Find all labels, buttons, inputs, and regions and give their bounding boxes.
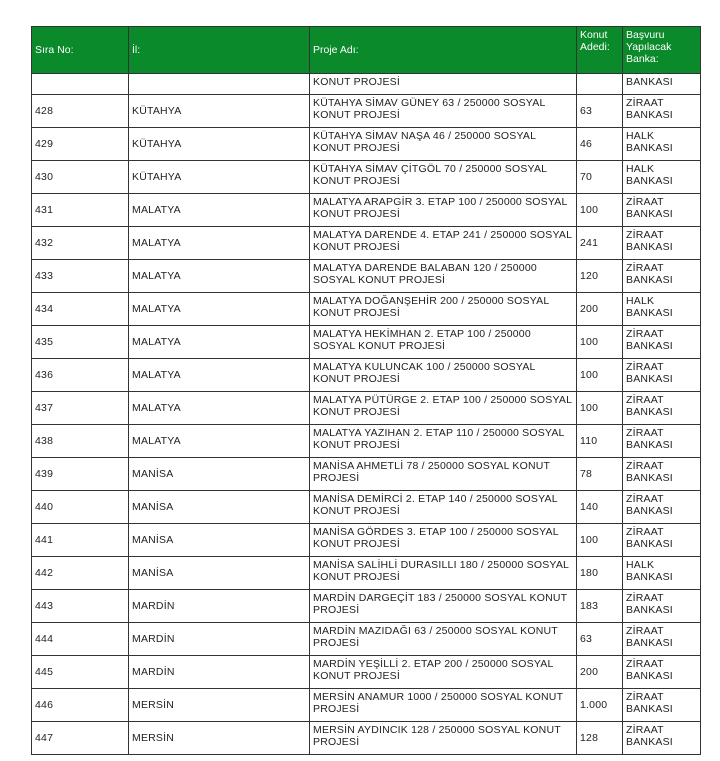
cell-sira-no: 436: [32, 359, 129, 392]
cell-il: MALATYA: [129, 326, 310, 359]
cell-sira-no: 440: [32, 491, 129, 524]
cell-proje-adi: MALATYA DOĞANŞEHİR 200 / 250000 SOSYAL KONUT PROJESİ: [310, 293, 577, 326]
table-row: [32, 557, 701, 590]
cell-sira-no: 428: [32, 95, 129, 128]
cell-banka: HALK BANKASI: [623, 128, 701, 161]
cell-banka: ZİRAAT BANKASI: [623, 194, 701, 227]
cell-sira-no: 437: [32, 392, 129, 425]
cell-sira-no: 447: [32, 722, 129, 755]
cell-sira-no: 434: [32, 293, 129, 326]
cell-proje-adi: MALATYA KULUNCAK 100 / 250000 SOSYAL KONUT PROJESİ: [310, 359, 577, 392]
table-row: [32, 689, 701, 722]
project-list-table: [31, 26, 701, 755]
cell-proje-adi: MALATYA DARENDE 4. ETAP 241 / 250000 SOSYAL KONUT PROJESİ: [310, 227, 577, 260]
cell-proje-adi: MALATYA HEKİMHAN 2. ETAP 100 / 250000 SOSYAL KONUT PROJESİ: [310, 326, 577, 359]
cell-konut-adedi: 100: [577, 359, 623, 392]
cell-il: KÜTAHYA: [129, 95, 310, 128]
table-row-partial: [32, 74, 701, 95]
cell-konut-adedi: 70: [577, 161, 623, 194]
cell-banka: ZİRAAT BANKASI: [623, 722, 701, 755]
table-row: [32, 227, 701, 260]
cell-banka: ZİRAAT BANKASI: [623, 227, 701, 260]
cell-proje-adi: MALATYA PÜTÜRGE 2. ETAP 100 / 250000 SOSYAL KONUT PROJESİ: [310, 392, 577, 425]
cell-proje-adi: MERSİN ANAMUR 1000 / 250000 SOSYAL KONUT PROJESİ: [310, 689, 577, 722]
cell-konut-adedi: 200: [577, 656, 623, 689]
cell-konut-adedi: 78: [577, 458, 623, 491]
cell-konut-adedi: 128: [577, 722, 623, 755]
cell-il: MALATYA: [129, 227, 310, 260]
table-row: [32, 722, 701, 755]
cell-konut-adedi: 100: [577, 194, 623, 227]
cell-sira-no: 430: [32, 161, 129, 194]
cell-sira-no: 438: [32, 425, 129, 458]
cell-banka: ZİRAAT BANKASI: [623, 359, 701, 392]
cell-il: [129, 74, 310, 95]
cell-banka: ZİRAAT BANKASI: [623, 689, 701, 722]
header-banka: Başvuru Yapılacak Banka:: [623, 27, 701, 74]
cell-il: MANİSA: [129, 458, 310, 491]
cell-banka: HALK BANKASI: [623, 557, 701, 590]
cell-il: MERSİN: [129, 722, 310, 755]
cell-il: MANİSA: [129, 491, 310, 524]
cell-banka: ZİRAAT BANKASI: [623, 95, 701, 128]
cell-banka: ZİRAAT BANKASI: [623, 425, 701, 458]
cell-sira-no: 446: [32, 689, 129, 722]
table-row: [32, 260, 701, 293]
cell-sira-no: 433: [32, 260, 129, 293]
cell-proje-adi: MANİSA AHMETLİ 78 / 250000 SOSYAL KONUT PROJESİ: [310, 458, 577, 491]
header-proje-adi: Proje Adı:: [310, 27, 577, 74]
table-row: [32, 194, 701, 227]
cell-il: KÜTAHYA: [129, 128, 310, 161]
table-row: [32, 392, 701, 425]
cell-sira-no: 431: [32, 194, 129, 227]
cell-banka: ZİRAAT BANKASI: [623, 524, 701, 557]
cell-il: MARDİN: [129, 656, 310, 689]
cell-banka: ZİRAAT BANKASI: [623, 326, 701, 359]
cell-banka: HALK BANKASI: [623, 161, 701, 194]
table-row: [32, 128, 701, 161]
cell-il: KÜTAHYA: [129, 161, 310, 194]
cell-il: MALATYA: [129, 260, 310, 293]
cell-sira-no: 445: [32, 656, 129, 689]
cell-sira-no: 439: [32, 458, 129, 491]
cell-il: MALATYA: [129, 425, 310, 458]
cell-banka: ZİRAAT BANKASI: [623, 260, 701, 293]
cell-konut-adedi: 1.000: [577, 689, 623, 722]
cell-banka: ZİRAAT BANKASI: [623, 623, 701, 656]
cell-konut-adedi: 63: [577, 623, 623, 656]
cell-konut-adedi: 46: [577, 128, 623, 161]
cell-proje-adi: MALATYA YAZIHAN 2. ETAP 110 / 250000 SOSYAL KONUT PROJESİ: [310, 425, 577, 458]
cell-proje-adi: MANİSA SALİHLİ DURASILLI 180 / 250000 SOSYAL KONUT PROJESİ: [310, 557, 577, 590]
cell-proje-adi: KONUT PROJESİ: [310, 74, 577, 95]
header-row: [32, 27, 701, 74]
project-list-table-container: [31, 26, 701, 755]
cell-il: MERSİN: [129, 689, 310, 722]
cell-banka: ZİRAAT BANKASI: [623, 458, 701, 491]
cell-sira-no: 444: [32, 623, 129, 656]
table-row: [32, 425, 701, 458]
cell-banka: ZİRAAT BANKASI: [623, 656, 701, 689]
cell-konut-adedi: 180: [577, 557, 623, 590]
cell-proje-adi: MARDİN MAZIDAĞI 63 / 250000 SOSYAL KONUT PROJESİ: [310, 623, 577, 656]
cell-proje-adi: KÜTAHYA SİMAV ÇİTGÖL 70 / 250000 SOSYAL KONUT PROJESİ: [310, 161, 577, 194]
cell-il: MARDİN: [129, 623, 310, 656]
cell-il: MARDİN: [129, 590, 310, 623]
cell-konut-adedi: 63: [577, 95, 623, 128]
table-row: [32, 293, 701, 326]
cell-konut-adedi: 100: [577, 392, 623, 425]
cell-sira-no: 442: [32, 557, 129, 590]
cell-proje-adi: MANİSA GÖRDES 3. ETAP 100 / 250000 SOSYAL KONUT PROJESİ: [310, 524, 577, 557]
cell-sira-no: 429: [32, 128, 129, 161]
cell-konut-adedi: 100: [577, 524, 623, 557]
cell-proje-adi: MARDİN DARGEÇİT 183 / 250000 SOSYAL KONUT PROJESİ: [310, 590, 577, 623]
cell-il: MANİSA: [129, 524, 310, 557]
cell-proje-adi: KÜTAHYA SİMAV NAŞA 46 / 250000 SOSYAL KONUT PROJESİ: [310, 128, 577, 161]
cell-banka: HALK BANKASI: [623, 293, 701, 326]
cell-banka: ZİRAAT BANKASI: [623, 491, 701, 524]
cell-banka: BANKASI: [623, 74, 701, 95]
table-row: [32, 491, 701, 524]
cell-il: MANİSA: [129, 557, 310, 590]
table-row: [32, 458, 701, 491]
table-row: [32, 524, 701, 557]
table-row: [32, 623, 701, 656]
table-header: [32, 27, 701, 74]
header-sira-no: Sıra No:: [32, 27, 129, 74]
cell-il: MALATYA: [129, 392, 310, 425]
cell-konut-adedi: 120: [577, 260, 623, 293]
table-row: [32, 161, 701, 194]
table-row: [32, 590, 701, 623]
cell-banka: ZİRAAT BANKASI: [623, 392, 701, 425]
header-konut-adedi: Konut Adedi:: [577, 27, 623, 74]
cell-konut-adedi: 140: [577, 491, 623, 524]
cell-konut-adedi: [577, 74, 623, 95]
cell-konut-adedi: 100: [577, 326, 623, 359]
cell-konut-adedi: 241: [577, 227, 623, 260]
cell-sira-no: 443: [32, 590, 129, 623]
table-row: [32, 359, 701, 392]
table-row: [32, 656, 701, 689]
cell-proje-adi: MARDİN YEŞİLLİ 2. ETAP 200 / 250000 SOSYAL KONUT PROJESİ: [310, 656, 577, 689]
cell-il: MALATYA: [129, 359, 310, 392]
table-row: [32, 326, 701, 359]
cell-konut-adedi: 110: [577, 425, 623, 458]
cell-sira-no: 432: [32, 227, 129, 260]
cell-konut-adedi: 183: [577, 590, 623, 623]
cell-sira-no: 441: [32, 524, 129, 557]
cell-il: MALATYA: [129, 194, 310, 227]
cell-sira-no: 435: [32, 326, 129, 359]
cell-proje-adi: MALATYA DARENDE BALABAN 120 / 250000 SOSYAL KONUT PROJESİ: [310, 260, 577, 293]
cell-banka: ZİRAAT BANKASI: [623, 590, 701, 623]
cell-proje-adi: MALATYA ARAPGİR 3. ETAP 100 / 250000 SOSYAL KONUT PROJESİ: [310, 194, 577, 227]
cell-proje-adi: MERSİN AYDINCIK 128 / 250000 SOSYAL KONUT PROJESİ: [310, 722, 577, 755]
header-il: İl:: [129, 27, 310, 74]
cell-sira-no: [32, 74, 129, 95]
cell-proje-adi: MANİSA DEMİRCİ 2. ETAP 140 / 250000 SOSYAL KONUT PROJESİ: [310, 491, 577, 524]
cell-proje-adi: KÜTAHYA SİMAV GÜNEY 63 / 250000 SOSYAL KONUT PROJESİ: [310, 95, 577, 128]
cell-il: MALATYA: [129, 293, 310, 326]
table-body: [32, 74, 701, 755]
table-row: [32, 95, 701, 128]
cell-konut-adedi: 200: [577, 293, 623, 326]
